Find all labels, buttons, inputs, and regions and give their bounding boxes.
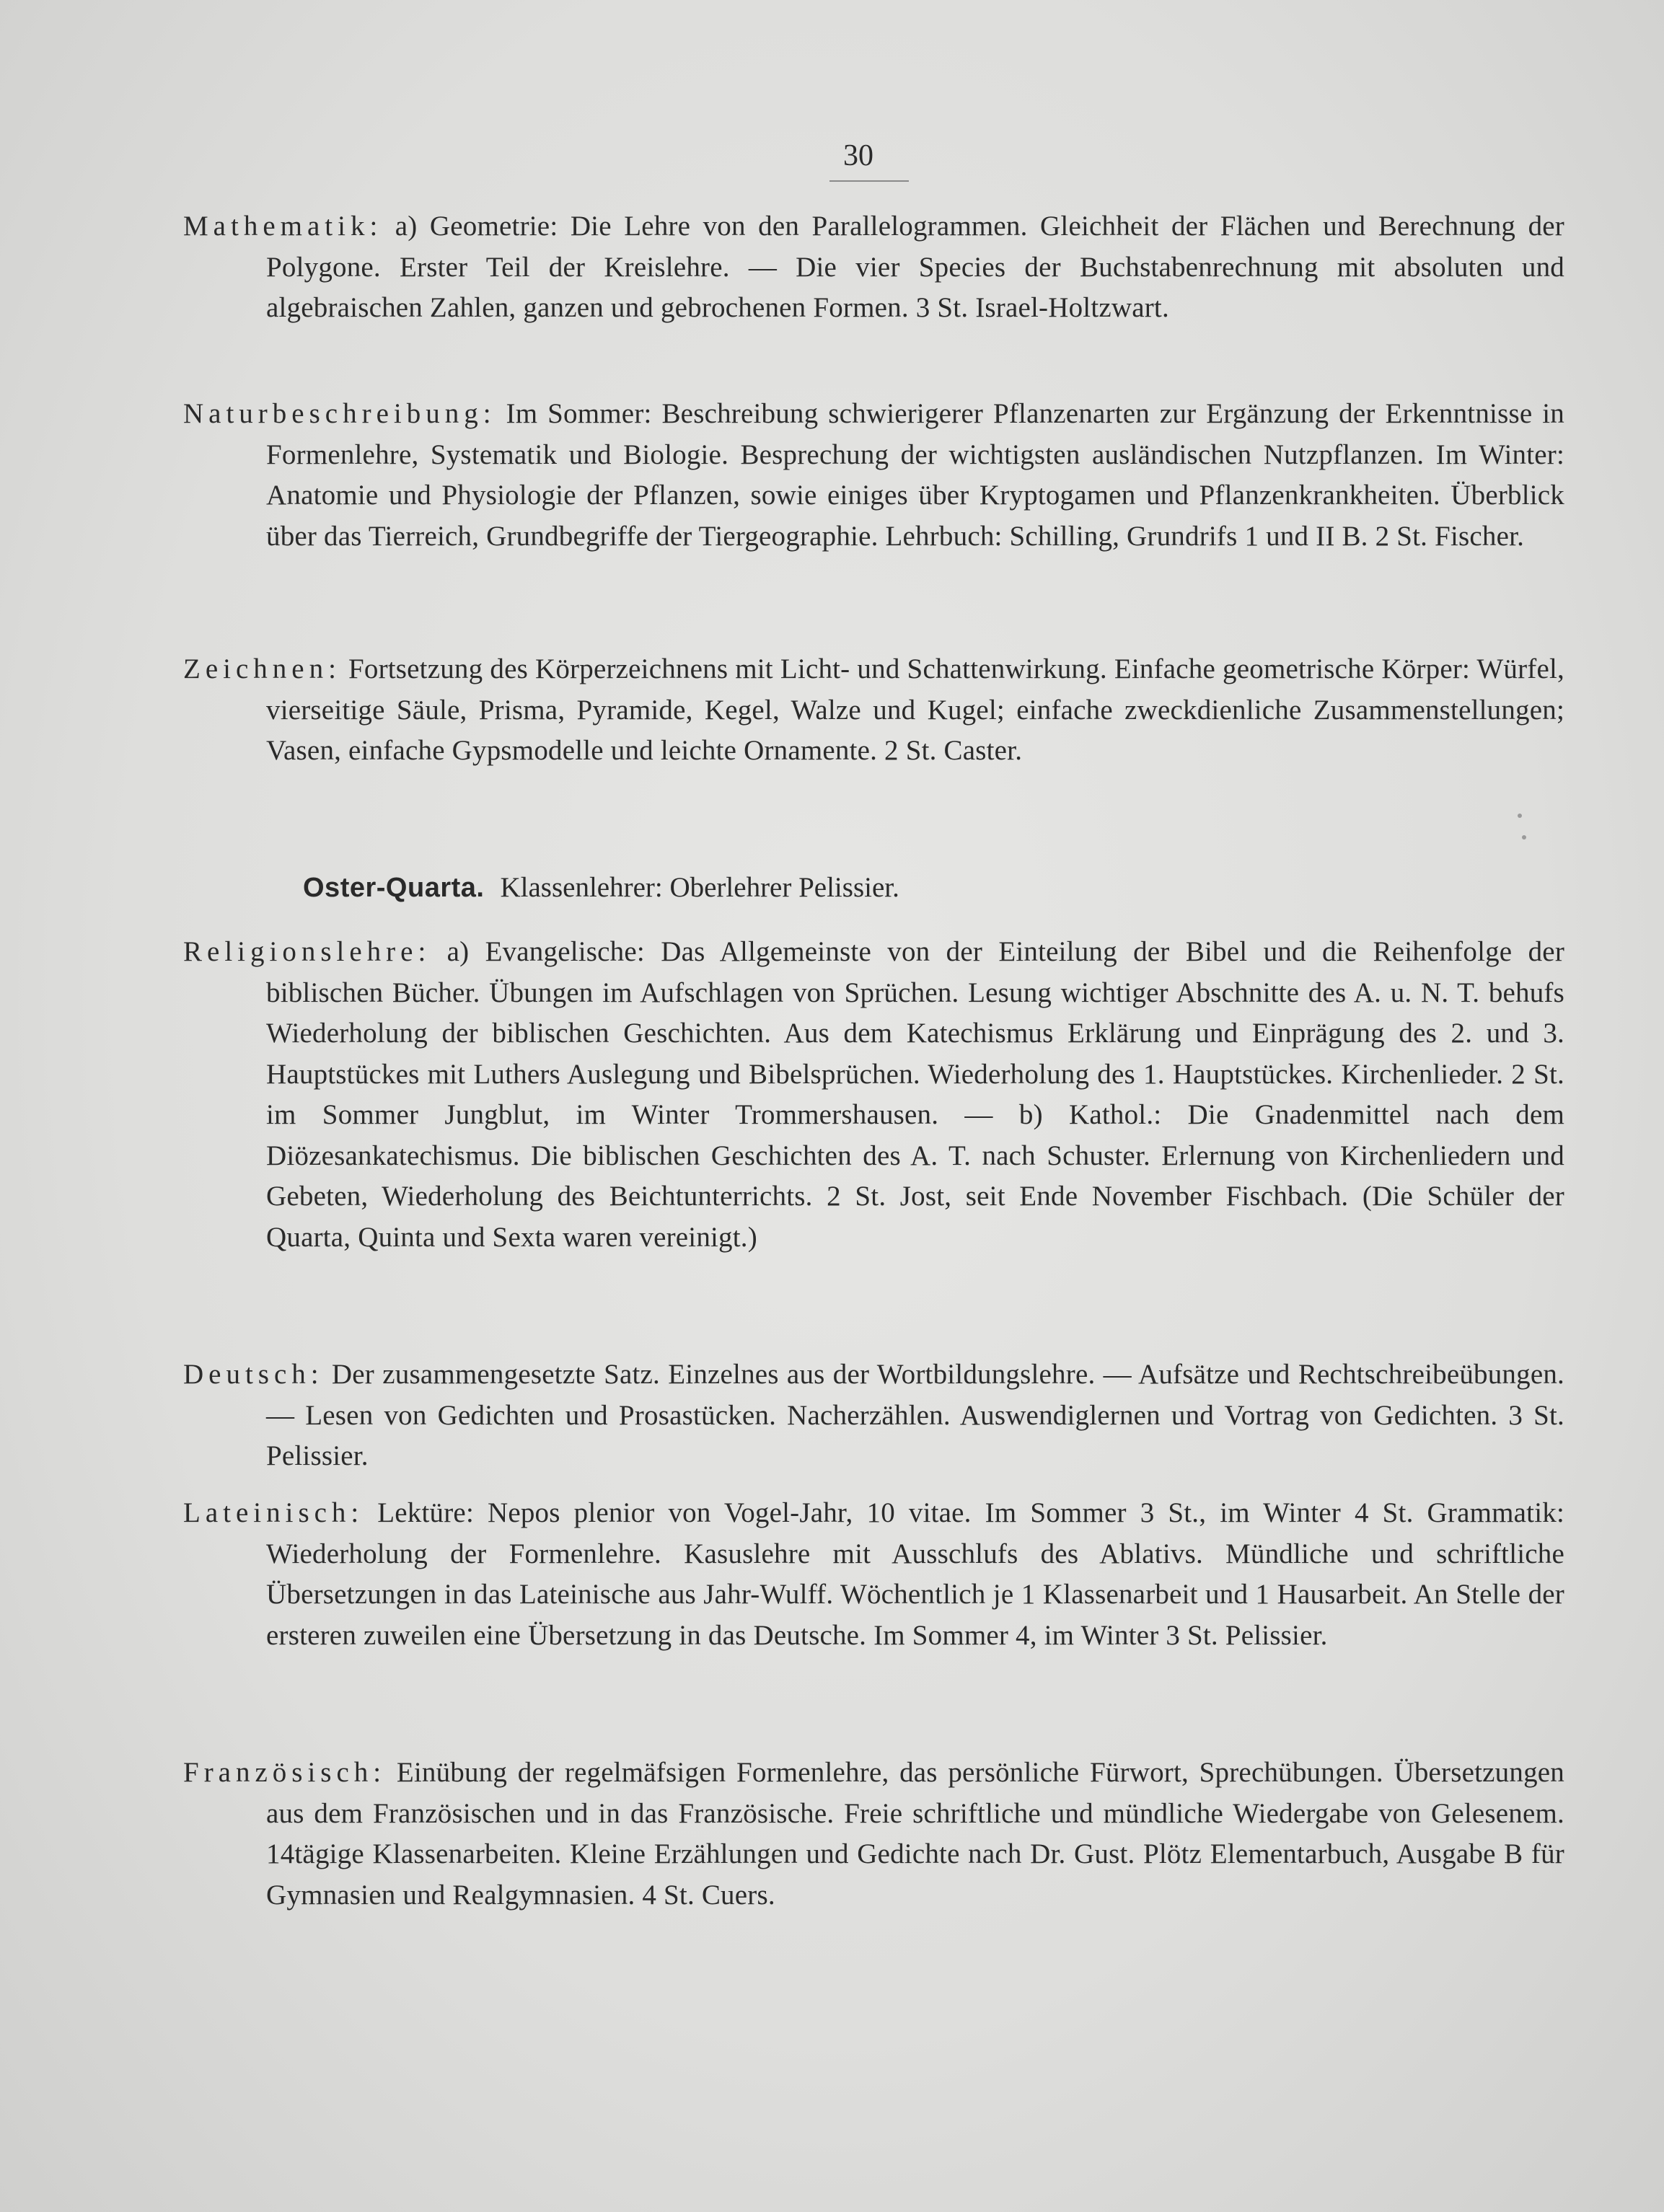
subject-label: Lateinisch: bbox=[183, 1497, 364, 1528]
section-mathematik bbox=[183, 206, 1564, 329]
class-title: Oster-Quarta. bbox=[303, 873, 485, 903]
section-franzoesisch bbox=[183, 1753, 1564, 1916]
class-heading bbox=[303, 868, 899, 908]
section-paragraph bbox=[183, 932, 1564, 1258]
section-text: a) Geometrie: Die Lehre von den Parallelogrammen. Gleichheit der Flächen und Berechnung der Polygone. Erster Teil der Kreislehre. — Die vier Species der Buchstabenrechnung mit absoluten und algebraischen Zahlen, ganzen und gebrochenen Formen. 3 St. Israel-Holtzwart. bbox=[266, 211, 1564, 323]
section-paragraph bbox=[183, 1354, 1564, 1477]
section-zeichnen bbox=[183, 649, 1564, 772]
page-number: 30 bbox=[843, 139, 873, 172]
section-paragraph bbox=[183, 1753, 1564, 1916]
section-text: a) Evangelische: Das Allgemeinste von der Einteilung der Bibel und die Reihenfolge der biblischen Bücher. Übungen im Aufschlagen von Sprüchen. Lesung wichtiger Abschnitte des A. u. N. T. behufs Wiederholung der biblischen Geschichten. Aus dem Katechismus Erklärung und Einprägung des 2. und 3. Hauptstückes mit Luthers Auslegung und Bibelsprüchen. Wiederholung des 1. Hauptstückes. Kirchenlieder. 2 St. im Sommer Jungblut, im Winter Trommershausen. — b) Kathol.: Die Gnadenmittel nach dem Diözesankatechismus. Die biblischen Geschichten des A. T. nach Schuster. Erlernung von Kirchenliedern und Gebeten, Wiederholung des Beichtunterrichts. 2 St. Jost, seit Ende November Fischbach. (Die Schüler der Quarta, Quinta und Sexta waren vereinigt.) bbox=[266, 936, 1564, 1253]
section-lateinisch bbox=[183, 1493, 1564, 1656]
subject-label: Religionslehre: bbox=[183, 936, 431, 967]
section-text: Im Sommer: Beschreibung schwierigerer Pflanzenarten zur Ergänzung der Erkenntnisse in Formenlehre, Systematik und Biologie. Besprechung der wichtigsten ausländischen Nutzpflanzen. Im Winter: Anatomie und Physiologie der Pflanzen, sowie einiges über Kryptogamen und Pflanzenkrankheiten. Überblick über das Tierreich, Grundbegriffe der Tiergeographie. Lehrbuch: Schilling, Grundrifs 1 und II B. 2 St. Fischer. bbox=[266, 398, 1564, 552]
subject-label: Zeichnen: bbox=[183, 653, 341, 684]
scan-speck bbox=[1522, 835, 1526, 840]
subject-label: Mathematik: bbox=[183, 211, 383, 242]
section-paragraph bbox=[183, 394, 1564, 557]
page-number-rule bbox=[829, 180, 909, 182]
section-naturbeschreibung bbox=[183, 394, 1564, 557]
section-deutsch bbox=[183, 1354, 1564, 1477]
section-paragraph bbox=[183, 649, 1564, 772]
scan-speck bbox=[1518, 814, 1522, 818]
subject-label: Deutsch: bbox=[183, 1359, 324, 1390]
section-text: Fortsetzung des Körperzeichnens mit Licht- und Schattenwirkung. Einfache geometrische Körper: Würfel, vierseitige Säule, Prisma, Pyramide, Kegel, Walze und Kugel; einfache zweckdienliche Zusammenstellungen; Vasen, einfache Gypsmodelle und leichte Ornamente. 2 St. Caster. bbox=[266, 653, 1564, 766]
section-paragraph bbox=[183, 206, 1564, 329]
subject-label: Französisch: bbox=[183, 1757, 387, 1788]
section-text: Der zusammengesetzte Satz. Einzelnes aus der Wortbildungslehre. — Aufsätze und Rechtschreibeübungen. — Lesen von Gedichten und Prosastücken. Nacherzählen. Auswendiglernen und Vortrag von Gedichten. 3 St. Pelissier. bbox=[266, 1359, 1564, 1471]
section-text: Einübung der regelmäfsigen Formenlehre, das persönliche Fürwort, Sprechübungen. Übersetzungen aus dem Französischen und in das Französische. Freie schriftliche und mündliche Wiedergabe von Gelesenem. 14tägige Klassenarbeiten. Kleine Erzählungen und Gedichte nach Dr. Gust. Plötz Elementarbuch, Ausgabe B für Gymnasien und Realgymnasien. 4 St. Cuers. bbox=[266, 1757, 1564, 1911]
section-paragraph bbox=[183, 1493, 1564, 1656]
subject-label: Naturbeschreibung: bbox=[183, 398, 496, 429]
class-teacher: Klassenlehrer: Oberlehrer Pelissier. bbox=[500, 872, 899, 903]
section-religionslehre bbox=[183, 932, 1564, 1258]
section-text: Lektüre: Nepos plenior von Vogel-Jahr, 10 vitae. Im Sommer 3 St., im Winter 4 St. Grammatik: Wiederholung der Formenlehre. Kasuslehre mit Ausschlufs des Ablativs. Mündliche und schriftliche Übersetzungen in das Lateinische aus Jahr-Wulff. Wöchentlich je 1 Klassenarbeit und 1 Hausarbeit. An Stelle der ersteren zuweilen eine Übersetzung in das Deutsche. Im Sommer 4, im Winter 3 St. Pelissier. bbox=[266, 1497, 1564, 1651]
